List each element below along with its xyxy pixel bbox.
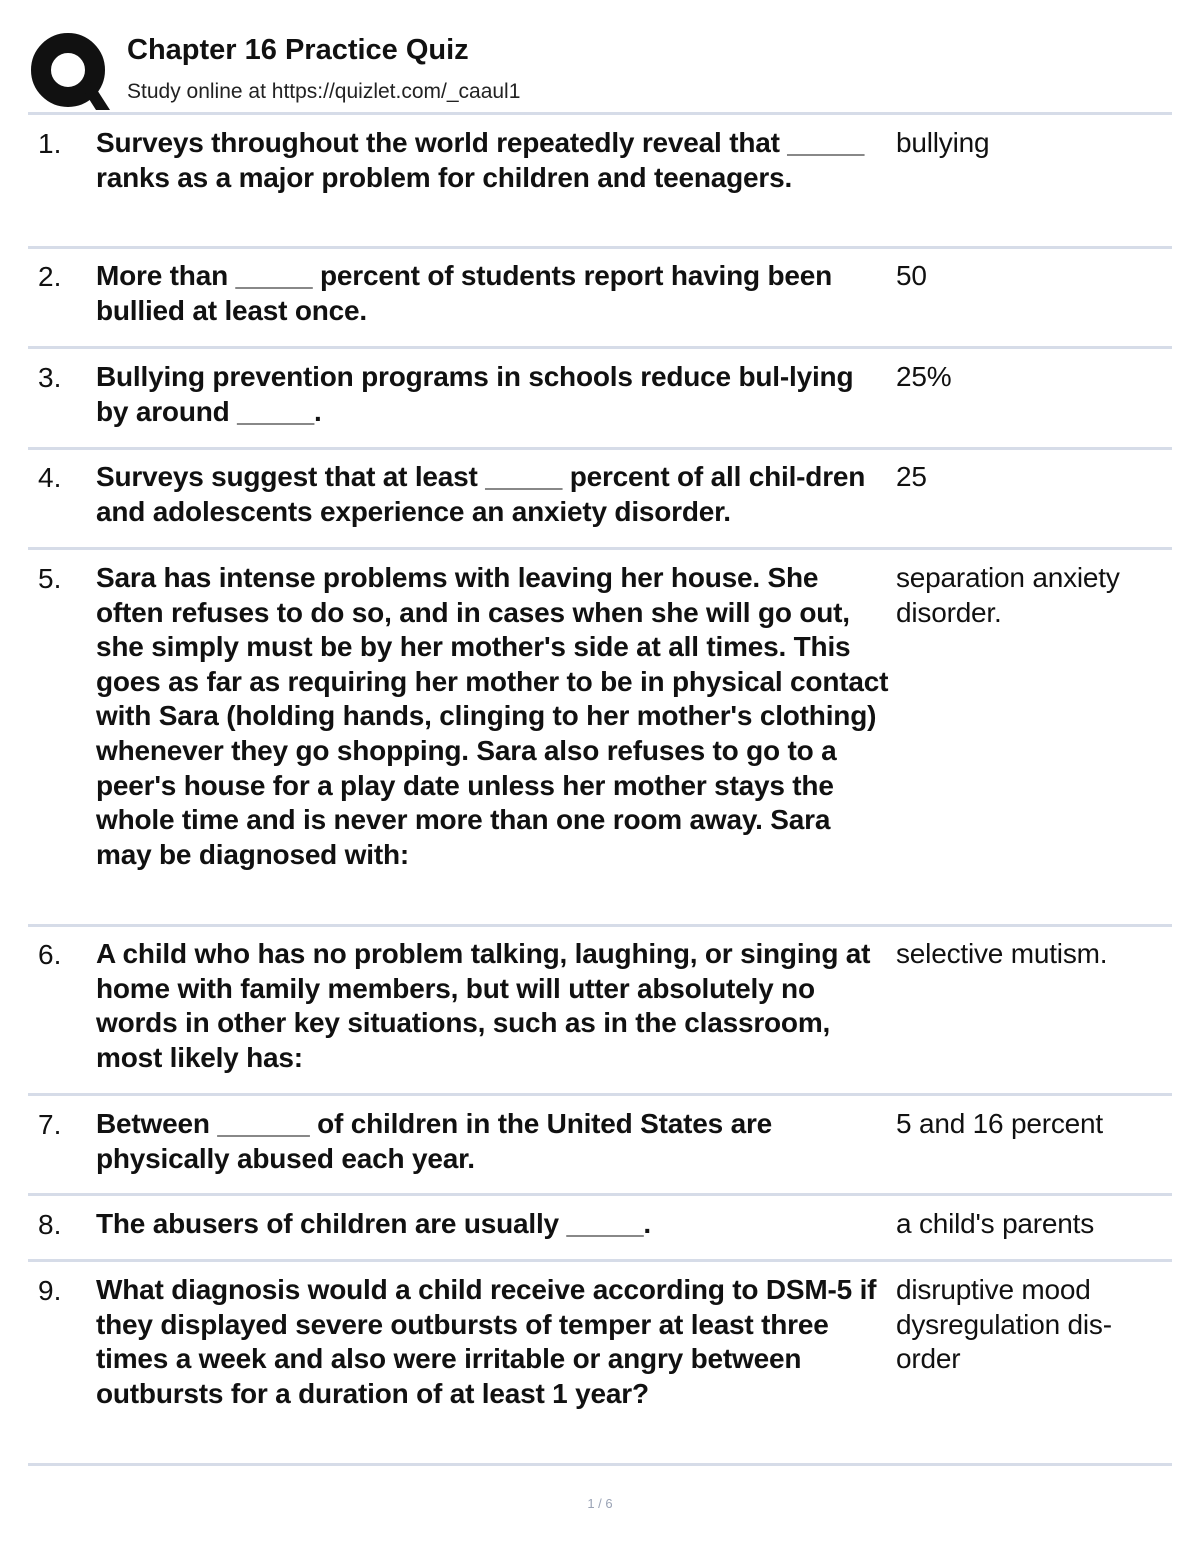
answer-text: separation anxiety disorder. <box>896 562 1120 628</box>
answer-text: disruptive mood dysregulation dis-order <box>896 1274 1112 1375</box>
divider <box>28 1093 1172 1096</box>
item-number: 1. <box>38 128 62 159</box>
answer-text: bullying <box>896 127 990 158</box>
quizlet-logo-icon <box>30 32 110 112</box>
item-number: 8. <box>38 1209 62 1240</box>
divider <box>28 346 1172 349</box>
divider <box>28 1463 1172 1466</box>
question-text: A child who has no problem talking, laughing, or singing at home with family members, but will utter absolutely no words in other key situations, such as in the classroom, most likely has: <box>96 938 871 1073</box>
item-number: 9. <box>38 1275 62 1306</box>
answer-text: a child's parents <box>896 1208 1095 1239</box>
item-number: 2. <box>38 261 62 292</box>
question-text: Sara has intense problems with leaving her house. She often refuses to do so, and in cases when she will go out, she simply must be by her mother's side at all times. This goes as far as requiring her mother to be in physical contact with Sara (holding hands, clinging to her mother's clothing) whenever they go shopping. Sara also refuses to go to a peer's house for a play date unless her mother stays the whole time and is never more than one room away. Sara may be diagnosed with: <box>96 562 889 870</box>
divider <box>28 924 1172 927</box>
divider <box>28 246 1172 249</box>
divider <box>28 547 1172 550</box>
item-number: 3. <box>38 362 62 393</box>
answer-text: 50 <box>896 260 927 291</box>
page-header <box>30 28 1172 112</box>
answer-text: selective mutism. <box>896 938 1108 969</box>
answer-text: 25 <box>896 461 927 492</box>
question-text: More than _____ percent of students report having been bullied at least once. <box>96 260 833 326</box>
page-title: Chapter 16 Practice Quiz <box>127 34 469 66</box>
question-text: Surveys suggest that at least _____ percent of all chil-dren and adolescents experience an anxiety disorder. <box>96 461 866 527</box>
divider <box>28 1259 1172 1262</box>
question-text: The abusers of children are usually _____. <box>96 1208 651 1239</box>
item-number: 5. <box>38 563 62 594</box>
divider <box>28 1193 1172 1196</box>
answer-text: 25% <box>896 361 952 392</box>
item-number: 7. <box>38 1109 62 1140</box>
question-text: Surveys throughout the world repeatedly reveal that _____ ranks as a major problem for children and teenagers. <box>96 127 865 193</box>
question-text: Bullying prevention programs in schools reduce bul-lying by around _____. <box>96 361 854 427</box>
question-text: Between ______ of children in the United States are physically abused each year. <box>96 1108 773 1174</box>
question-text: What diagnosis would a child receive according to DSM-5 if they displayed severe outbursts of temper at least three times a week and also were irritable or angry between outbursts for a duration of at least 1 year? <box>96 1274 877 1409</box>
study-link-text: Study online at https://quizlet.com/_caaul1 <box>127 80 521 103</box>
divider <box>28 447 1172 450</box>
answer-text: 5 and 16 percent <box>896 1108 1103 1139</box>
divider <box>28 112 1172 115</box>
item-number: 4. <box>38 462 62 493</box>
page-indicator: 1 / 6 <box>587 1496 613 1511</box>
item-number: 6. <box>38 939 62 970</box>
